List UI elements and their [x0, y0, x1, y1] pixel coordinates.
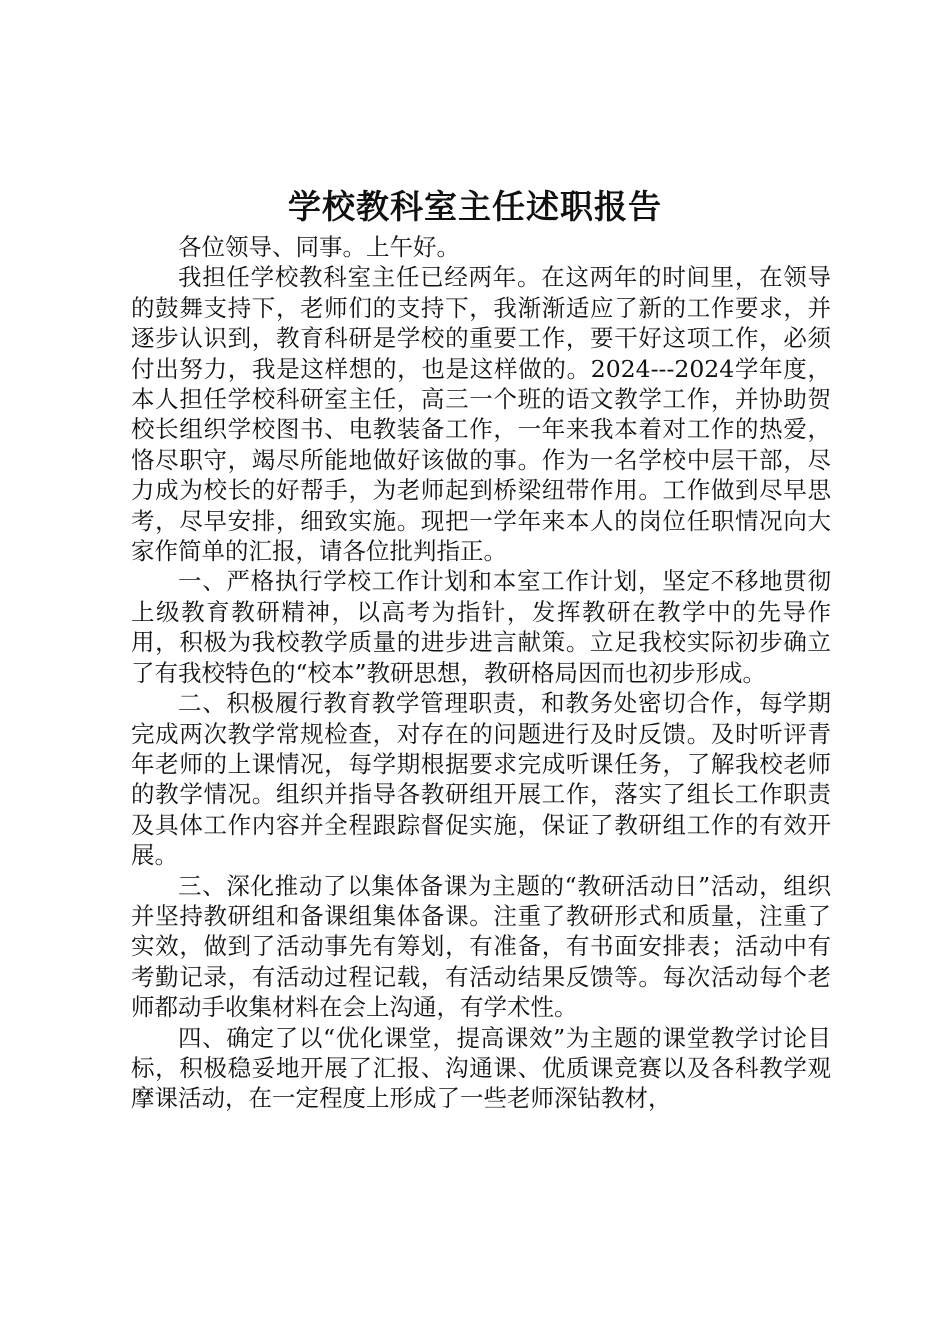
paragraph-item-4: 四、确定了以“优化课堂，提高课效”为主题的课堂教学讨论目标，积极稳妥地开展了汇报、沟通课、优质课竞赛以及各科教学观摩课活动，在一定程度上形成了一些老师深钻教材， — [131, 1023, 831, 1113]
paragraph-item-1: 一、严格执行学校工作计划和本室工作计划，坚定不移地贯彻上级教育教研精神，以高考为指针，发挥教研在教学中的先导作用，积极为我校教学质量的进步进言献策。立足我校实际初步确立了有我校特色的“校本”教研思想，教研格局因而也初步形成。 — [131, 567, 831, 687]
document-title: 学校教科室主任述职报告 — [288, 187, 662, 226]
paragraph-item-3: 三、深化推动了以集体备课为主题的“教研活动日”活动，组织并坚持教研组和备课组集体备课。注重了教研形式和质量，注重了实效，做到了活动事先有筹划，有准备，有书面安排表；活动中有考勤记录，有活动过程记载，有活动结果反馈等。每次活动每个老师都动手收集材料在会上沟通，有学术性。 — [131, 871, 831, 1022]
paragraph-introduction: 我担任学校教科室主任已经两年。在这两年的时间里，在领导的鼓舞支持下，老师们的支持下，我渐渐适应了新的工作要求，并逐步认识到，教育科研是学校的重要工作，要干好这项工作，必须付出努力，我是这样想的，也是这样做的。2024---2024学年度，本人担任学校科研室主任，高三一个班的语文教学工作，并协助贺校长组织学校图书、电教装备工作，一年来我本着对工作的热爱，恪尽职守，竭尽所能地做好该做的事。作为一名学校中层干部，尽力成为校长的好帮手，为老师起到桥梁纽带作用。工作做到尽早思考，尽早安排，细致实施。现把一学年来本人的岗位任职情况向大家作简单的汇报，请各位批判指正。 — [131, 263, 831, 566]
document-body — [131, 232, 831, 1114]
paragraph-item-2: 二、积极履行教育教学管理职责，和教务处密切合作，每学期完成两次教学常规检查，对存在的问题进行及时反馈。及时听评青年老师的上课情况，每学期根据要求完成听课任务，了解我校老师的教学情况。组织并指导各教研组开展工作，落实了组长工作职责及具体工作内容并全程跟踪督促实施，保证了教研组工作的有效开展。 — [131, 689, 831, 870]
paragraph-greeting: 各位领导、同事。上午好。 — [178, 233, 460, 261]
